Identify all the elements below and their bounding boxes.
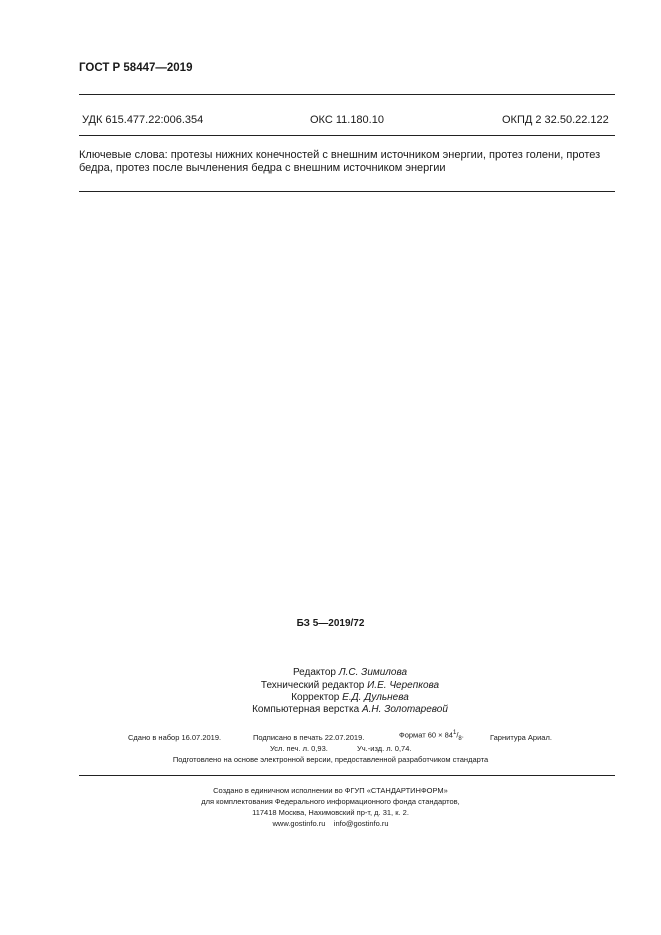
keywords-rule — [79, 191, 615, 192]
staff-name: Л.С. Зимилова — [338, 667, 408, 678]
oks-code: ОКС 11.180.10 — [310, 114, 384, 126]
footer-line-3: 117418 Москва, Нахимовский пр-т, д. 31, к. 2. — [252, 808, 409, 817]
classification-rule — [79, 135, 615, 136]
document-header: ГОСТ Р 58447—2019 — [79, 62, 193, 74]
keywords-text: протезы нижних конечностей с внешним источником энергии, протез голени, протез бедра, протез после вычленения бедра с внешним источником энергии — [79, 149, 601, 174]
keywords-paragraph — [79, 149, 615, 175]
imprint-signed: Подписано в печать 22.07.2019. — [253, 733, 365, 742]
footer-rule — [79, 775, 615, 776]
footer-line-2: для комплектования Федерального информационного фонда стандартов, — [201, 797, 460, 806]
bz-number: БЗ 5—2019/72 — [296, 618, 365, 629]
staff-name: А.Н. Золотаревой — [361, 704, 448, 715]
imprint-edit-sheets: Уч.-изд. л. 0,74. — [357, 744, 412, 753]
footer-line-1: Создано в единичном исполнении во ФГУП «СТАНДАРТИНФОРМ» — [213, 786, 448, 795]
imprint-print-sheets: Усл. печ. л. 0,93. — [270, 744, 328, 753]
udk-code: УДК 615.477.22:006.354 — [82, 114, 204, 126]
imprint-typeface: Гарнитура Ариал. — [490, 733, 552, 742]
staff-role: Технический редактор — [260, 680, 365, 691]
staff-role: Компьютерная верстка — [252, 704, 360, 715]
okpd-code: ОКПД 2 32.50.22.122 — [502, 114, 609, 126]
staff-role: Редактор — [292, 667, 336, 678]
imprint-format: Формат $60 \times 84^1/_8$. — [399, 730, 464, 742]
staff-editor — [0, 667, 661, 678]
footer-contacts — [0, 819, 661, 828]
header-rule — [79, 94, 615, 95]
footer-email-link[interactable]: info@gostinfo.ru — [333, 819, 389, 828]
staff-corrector — [0, 692, 661, 703]
staff-tech-editor — [0, 680, 661, 691]
keywords-label: Ключевые слова: — [79, 149, 168, 161]
footer-website-link[interactable]: www.gostinfo.ru — [272, 819, 326, 828]
staff-name: И.Е. Черепкова — [367, 680, 440, 691]
staff-name: Е.Д. Дульнева — [342, 692, 409, 703]
staff-layout — [0, 704, 661, 715]
imprint-prepared: Подготовлено на основе электронной версии, предоставленной разработчиком стандарта — [172, 755, 489, 764]
imprint-submitted: Сдано в набор 16.07.2019. — [128, 733, 222, 742]
staff-role: Корректор — [291, 692, 340, 703]
